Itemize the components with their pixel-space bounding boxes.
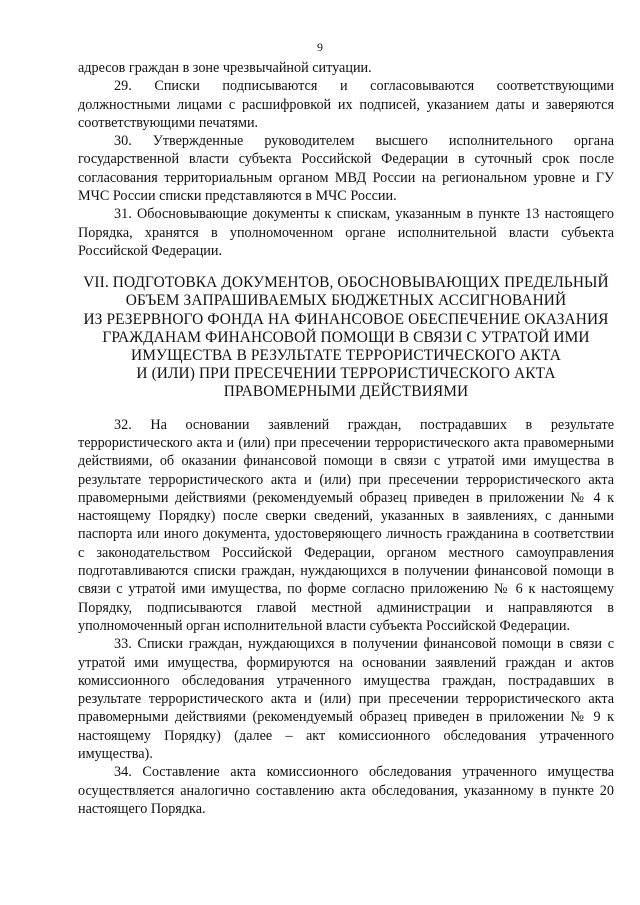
heading-line: VII. ПОДГОТОВКА ДОКУМЕНТОВ, ОБОСНОВЫВАЮЩИХ ПРЕДЕЛЬНЫЙ — [83, 274, 609, 292]
heading-line: ИЗ РЕЗЕРВНОГО ФОНДА НА ФИНАНСОВОЕ ОБЕСПЕЧЕНИЕ ОКАЗАНИЯ — [83, 310, 609, 328]
paragraph-34: 34. Составление акта комиссионного обследования утраченного имущества осуществляется аналогично составлению акта обследования, указанному в пункте 20 настоящего Порядка. — [78, 764, 614, 817]
document-body — [78, 59, 614, 818]
heading-line: И (ИЛИ) ПРИ ПРЕСЕЧЕНИИ ТЕРРОРИСТИЧЕСКОГО АКТА — [136, 365, 556, 383]
heading-line: ИМУЩЕСТВА В РЕЗУЛЬТАТЕ ТЕРРОРИСТИЧЕСКОГО АКТА — [131, 347, 561, 365]
paragraph-32: 32. На основании заявлений граждан, пострадавших в результате террористического акта и (или) при пресечении террористического акта правомерными действиями, об оказании финансовой помощи в связи с утратой ими имущества в результате террористического акта и (или) при пресечении террористического акта правомерными действиями (рекомендуемый образец приведен в приложении № 4 к настоящему Порядку) после сверки сведений, указанных в заявлениях, с данными паспорта или иного документа, удостоверяющего личность гражданина в соответствии с законодательством Российской Федерации, органом местного самоуправления подготавливаются списки граждан, нуждающихся в получении финансовой помощи в связи с утратой ими имущества, по форме согласно приложению № 6 к настоящему Порядку, подписываются главой местной администрации и направляются в уполномоченный орган исполнительной власти субъекта Российской Федерации. — [78, 416, 614, 634]
heading-line: ГРАЖДАНАМ ФИНАНСОВОЙ ПОМОЩИ В СВЯЗИ С УТРАТОЙ ИМИ — [102, 328, 590, 346]
heading-line: ОБЪЕМ ЗАПРАШИВАЕМЫХ БЮДЖЕТНЫХ АССИГНОВАНИЙ — [125, 292, 567, 310]
paragraph-29: 29. Списки подписываются и согласовываются соответствующими должностными лицами с расшифровкой их подписей, указанием даты и заверяются соответствующими печатями. — [78, 78, 614, 131]
heading-line: ПРАВОМЕРНЫМИ ДЕЙСТВИЯМИ — [223, 383, 469, 401]
section-heading-vii — [78, 274, 614, 401]
paragraph-33: 33. Списки граждан, нуждающихся в получении финансовой помощи в связи с утратой ими имущества, формируются на основании заявлений граждан и актов комиссионного обследования утраченного имущества граждан, пострадавших в результате террористического акта и (или) при пресечении террористического акта правомерными действиями (рекомендуемый образец приведен в приложении № 9 к настоящему Порядку) (далее – акт комиссионного обследования утраченного имущества). — [78, 636, 614, 763]
paragraph-30: 30. Утвержденные руководителем высшего исполнительного органа государственной власти субъекта Российской Федерации в суточный срок после согласования территориальным органом МВД России на региональном уровне и ГУ МЧС России списки представляются в МЧС России. — [78, 133, 614, 205]
page-number: 9 — [317, 40, 323, 54]
paragraph-continuation: адресов граждан в зоне чрезвычайной ситуации. — [78, 60, 372, 76]
paragraph-31: 31. Обосновывающие документы к спискам, указанным в пункте 13 настоящего Порядка, хранятся в уполномоченном органе исполнительной власти субъекта Российской Федерации. — [78, 206, 614, 259]
